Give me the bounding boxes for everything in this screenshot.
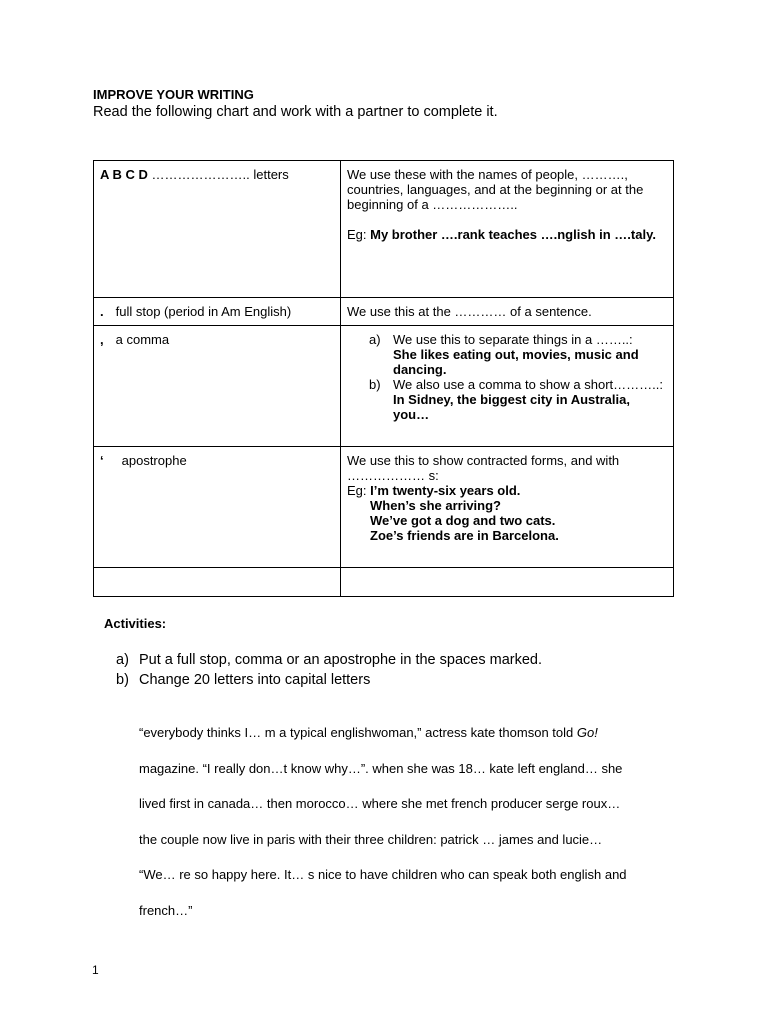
page-heading: IMPROVE YOUR WRITING <box>93 87 254 102</box>
usage-text: We use these with the names of people, ………., countries, languages, and at the beginning or at the beginning of a ……………….. <box>347 167 644 212</box>
passage-line: “We… re so happy here. It… s nice to have children who can speak both english and <box>139 867 627 882</box>
list-item <box>116 670 542 690</box>
chart-cell-term <box>94 161 341 298</box>
example-sentence: She likes eating out, movies, music and dancing. <box>393 347 639 377</box>
chart-cell-term <box>94 447 341 568</box>
activity-text: Change 20 letters into capital letters <box>139 672 371 688</box>
usage-text: We also use a comma to show a short………..: <box>393 377 663 392</box>
passage-line: french…” <box>139 902 193 918</box>
list-item <box>116 650 542 670</box>
activities-title: Activities: <box>104 616 167 631</box>
chart-cell-term <box>94 298 341 326</box>
term-label: a comma <box>115 332 170 347</box>
example-sentence: I’m twenty-six years old. <box>370 483 521 498</box>
punctuation-chart <box>93 160 674 597</box>
chart-cell-usage <box>341 447 674 568</box>
comma-symbol: , <box>100 332 104 347</box>
chart-cell-usage <box>341 298 674 326</box>
example-sentence: We’ve got a dog and two cats. <box>370 513 556 528</box>
list-item <box>347 332 667 377</box>
example-sentence: My brother ….rank teaches ….nglish in ….taly. <box>370 227 656 242</box>
comma-usage-list <box>347 332 667 422</box>
intro-text: Read the following chart and work with a partner to complete it. <box>93 104 498 120</box>
passage-line: lived first in canada… then morocco… where she met french producer serge roux… <box>139 796 621 811</box>
passage-line <box>139 724 627 760</box>
example-sentence: Zoe’s friends are in Barcelona. <box>370 528 559 543</box>
term-label: ………………….. letters <box>147 167 289 182</box>
chart-row-empty <box>94 568 674 597</box>
passage-line: magazine. “I really don…t know why…”. when she was 18… kate left england… she <box>139 760 623 776</box>
list-item <box>347 377 667 422</box>
list-marker: a) <box>369 332 381 347</box>
example-label: Eg: <box>347 227 371 242</box>
usage-text: We use this to show contracted forms, and with ……………… s: <box>347 453 620 483</box>
example-sentence: When’s she arriving? <box>370 498 501 513</box>
page-number: 1 <box>92 963 99 977</box>
usage-text: We use this at the ………… of a sentence. <box>347 304 592 319</box>
example-line <box>347 483 667 498</box>
list-marker: b) <box>116 672 129 688</box>
chart-row-full-stop <box>94 298 674 326</box>
chart-cell-term-empty <box>94 568 341 597</box>
apostrophe-symbol: ‘ <box>100 453 104 468</box>
usage-text: We use this to separate things in a ……..: <box>393 332 633 347</box>
example-line <box>347 227 667 242</box>
exercise-passage <box>139 724 627 937</box>
activities-list <box>116 650 542 690</box>
chart-row-apostrophe <box>94 447 674 568</box>
chart-cell-usage <box>341 326 674 447</box>
list-marker: a) <box>116 652 129 668</box>
chart-cell-term <box>94 326 341 447</box>
magazine-title: Go! <box>576 725 598 740</box>
activity-text: Put a full stop, comma or an apostrophe in the spaces marked. <box>139 652 542 668</box>
example-sentence: In Sidney, the biggest city in Australia, you… <box>393 392 630 422</box>
passage-line: the couple now live in paris with their three children: patrick … james and lucie… <box>139 831 603 847</box>
chart-row-capital-letters <box>94 161 674 298</box>
full-stop-symbol: . <box>100 304 104 319</box>
chart-row-comma <box>94 326 674 447</box>
passage-text: “everybody thinks I… m a typical englishwoman,” actress kate thomson told <box>139 725 577 740</box>
chart-cell-usage <box>341 161 674 298</box>
example-label: Eg: <box>347 483 371 498</box>
term-label: full stop (period in Am English) <box>115 304 292 319</box>
term-label: apostrophe <box>121 453 187 468</box>
chart-cell-usage-empty <box>341 568 674 597</box>
list-marker: b) <box>369 377 381 392</box>
letters-example: A B C D <box>100 167 148 182</box>
